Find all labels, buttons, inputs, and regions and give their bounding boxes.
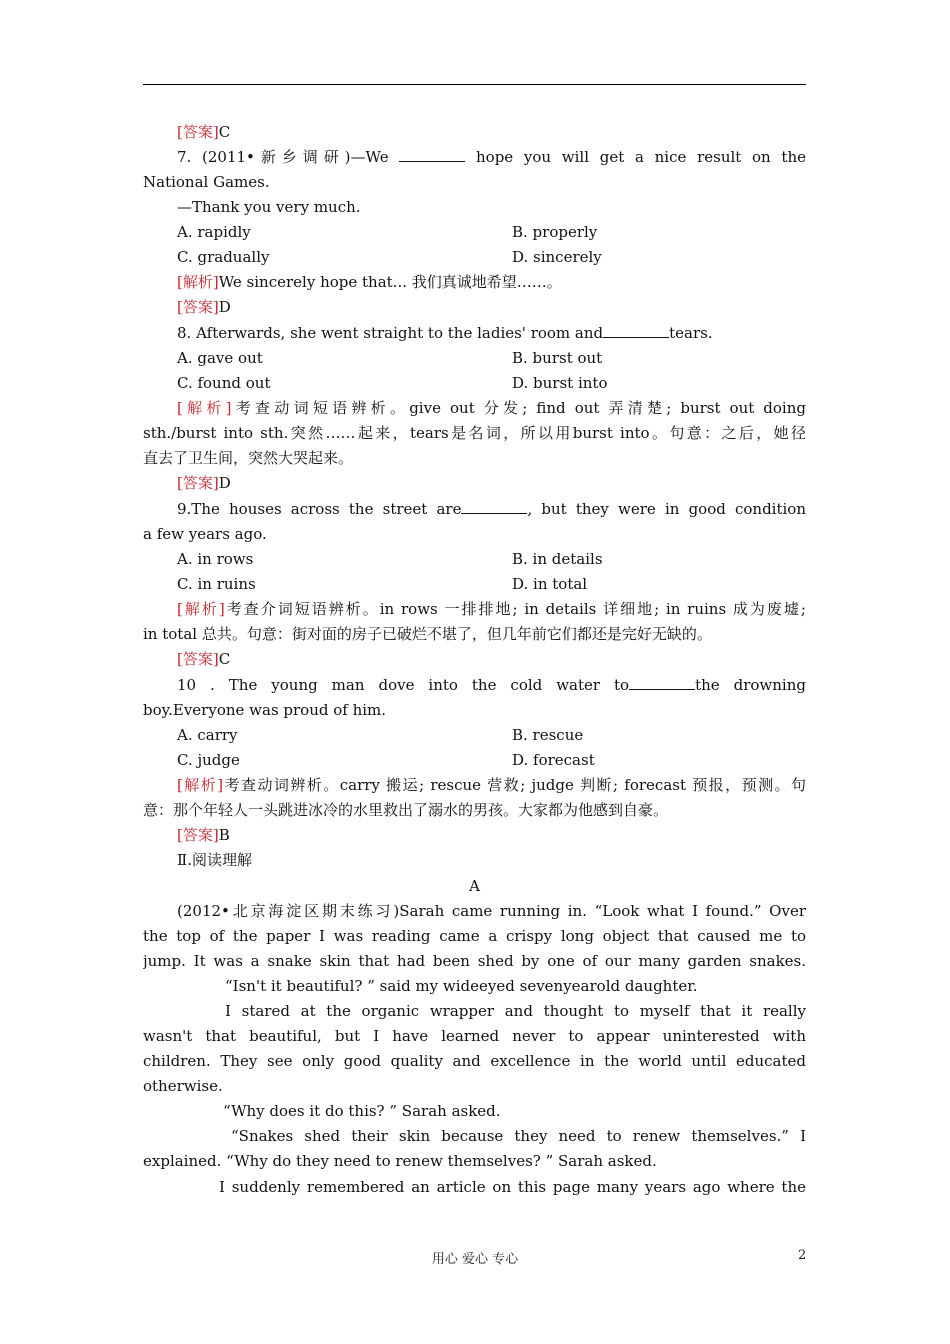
q7-option-c: C. gradually	[177, 248, 270, 266]
q9-analysis-cont: in total 总共。句意：街对面的房子已破烂不堪了，但几年前它们都还是完好无缺的。	[143, 625, 712, 643]
q9-option-c: C. in ruins	[177, 575, 256, 593]
q9-option-d: D. in total	[512, 575, 588, 593]
passage-line: wasn't that beautiful, but I have learned never to appear uninterested with	[143, 1027, 806, 1045]
passage-line: I suddenly remembered an article on this page many years ago where the	[219, 1178, 806, 1196]
q8-analysis: [解析]考查动词短语辨析。give out 分发; find out 弄清楚; burst out doing	[177, 399, 806, 417]
q10-option-c: C. judge	[177, 751, 240, 769]
passage-line: (2012•北京海淀区期末练习)Sarah came running in. “Look what I found.” Over	[177, 902, 806, 920]
answer-blank	[461, 499, 527, 514]
q10-option-d: D. forecast	[512, 751, 595, 769]
passage-line: “Why does it do this? ” Sarah asked.	[223, 1102, 501, 1120]
q8-analysis-cont: sth./burst into sth.突然……起来，tears是名词，所以用burst into。句意：之后，她径	[143, 424, 806, 442]
q9-stem: 9.The houses across the street are , but they were in good condition	[177, 500, 806, 518]
q8-option-a: A. gave out	[177, 349, 263, 367]
passage-line: otherwise.	[143, 1077, 223, 1095]
q8-option-d: D. burst into	[512, 374, 608, 392]
passage-line: “Snakes shed their skin because they need to renew themselves.” I	[231, 1127, 806, 1145]
q9-option-b: B. in details	[512, 550, 603, 568]
q7-option-b: B. properly	[512, 223, 598, 241]
q10-stem-cont: boy.Everyone was proud of him.	[143, 701, 387, 719]
q8-answer: [答案]D	[177, 474, 231, 492]
q7-reply: —Thank you very much.	[177, 198, 361, 216]
q8-stem: 8. Afterwards, she went straight to the ladies' room and tears.	[177, 324, 713, 342]
q10-analysis-cont: 意：那个年轻人一头跳进冰冷的水里救出了溺水的男孩。大家都为他感到自豪。	[143, 801, 669, 819]
q9-stem-cont: a few years ago.	[143, 525, 267, 543]
q9-analysis: [解析]考查介词短语辨析。in rows 一排排地; in details 详细地; in ruins 成为废墟;	[177, 600, 806, 618]
header-rule	[143, 84, 806, 85]
passage-line: I stared at the organic wrapper and thought to myself that it really	[225, 1002, 806, 1020]
q7-stem: 7. (2011•新乡调研)—We hope you will get a nice result on the	[177, 148, 806, 166]
page-footer: 用心 爱心 专心	[431, 1252, 519, 1267]
q7-option-a: A. rapidly	[177, 223, 251, 241]
page-number: 2	[798, 1248, 807, 1263]
q6-answer: [答案]C	[177, 123, 231, 141]
passage-line: children. They see only good quality and excellence in the world until educated	[143, 1052, 806, 1070]
passage-line: jump. It was a snake skin that had been shed by one of our many garden snakes.	[143, 952, 806, 970]
q8-option-b: B. burst out	[512, 349, 603, 367]
q8-analysis-end: 直去了卫生间，突然大哭起来。	[143, 449, 354, 467]
q10-stem: 10 . The young man dove into the cold water to the drowning	[177, 676, 806, 694]
passage-line: “Isn't it beautiful? ” said my wideeyed sevenyearold daughter.	[225, 977, 698, 995]
q10-option-a: A. carry	[177, 726, 238, 744]
q7-option-d: D. sincerely	[512, 248, 602, 266]
q10-option-b: B. rescue	[512, 726, 584, 744]
q7-answer: [答案]D	[177, 298, 231, 316]
q9-option-a: A. in rows	[177, 550, 254, 568]
section-title: Ⅱ.阅读理解	[177, 851, 252, 869]
answer-blank	[629, 675, 695, 690]
q7-stem-cont: National Games.	[143, 173, 270, 191]
passage-line: explained. “Why do they need to renew themselves? ” Sarah asked.	[143, 1152, 657, 1170]
passage-label: A	[469, 877, 480, 895]
q10-answer: [答案]B	[177, 826, 230, 844]
answer-blank	[603, 323, 669, 338]
q9-answer: [答案]C	[177, 650, 231, 668]
q7-analysis: [解析]We sincerely hope that... 我们真诚地希望……。	[177, 273, 562, 291]
answer-blank	[399, 147, 465, 162]
q10-analysis: [解析]考查动词辨析。carry 搬运; rescue 营救; judge 判断; forecast 预报，预测。句	[177, 776, 806, 794]
q8-option-c: C. found out	[177, 374, 271, 392]
passage-line: the top of the paper I was reading came a crispy long object that caused me to	[143, 927, 806, 945]
